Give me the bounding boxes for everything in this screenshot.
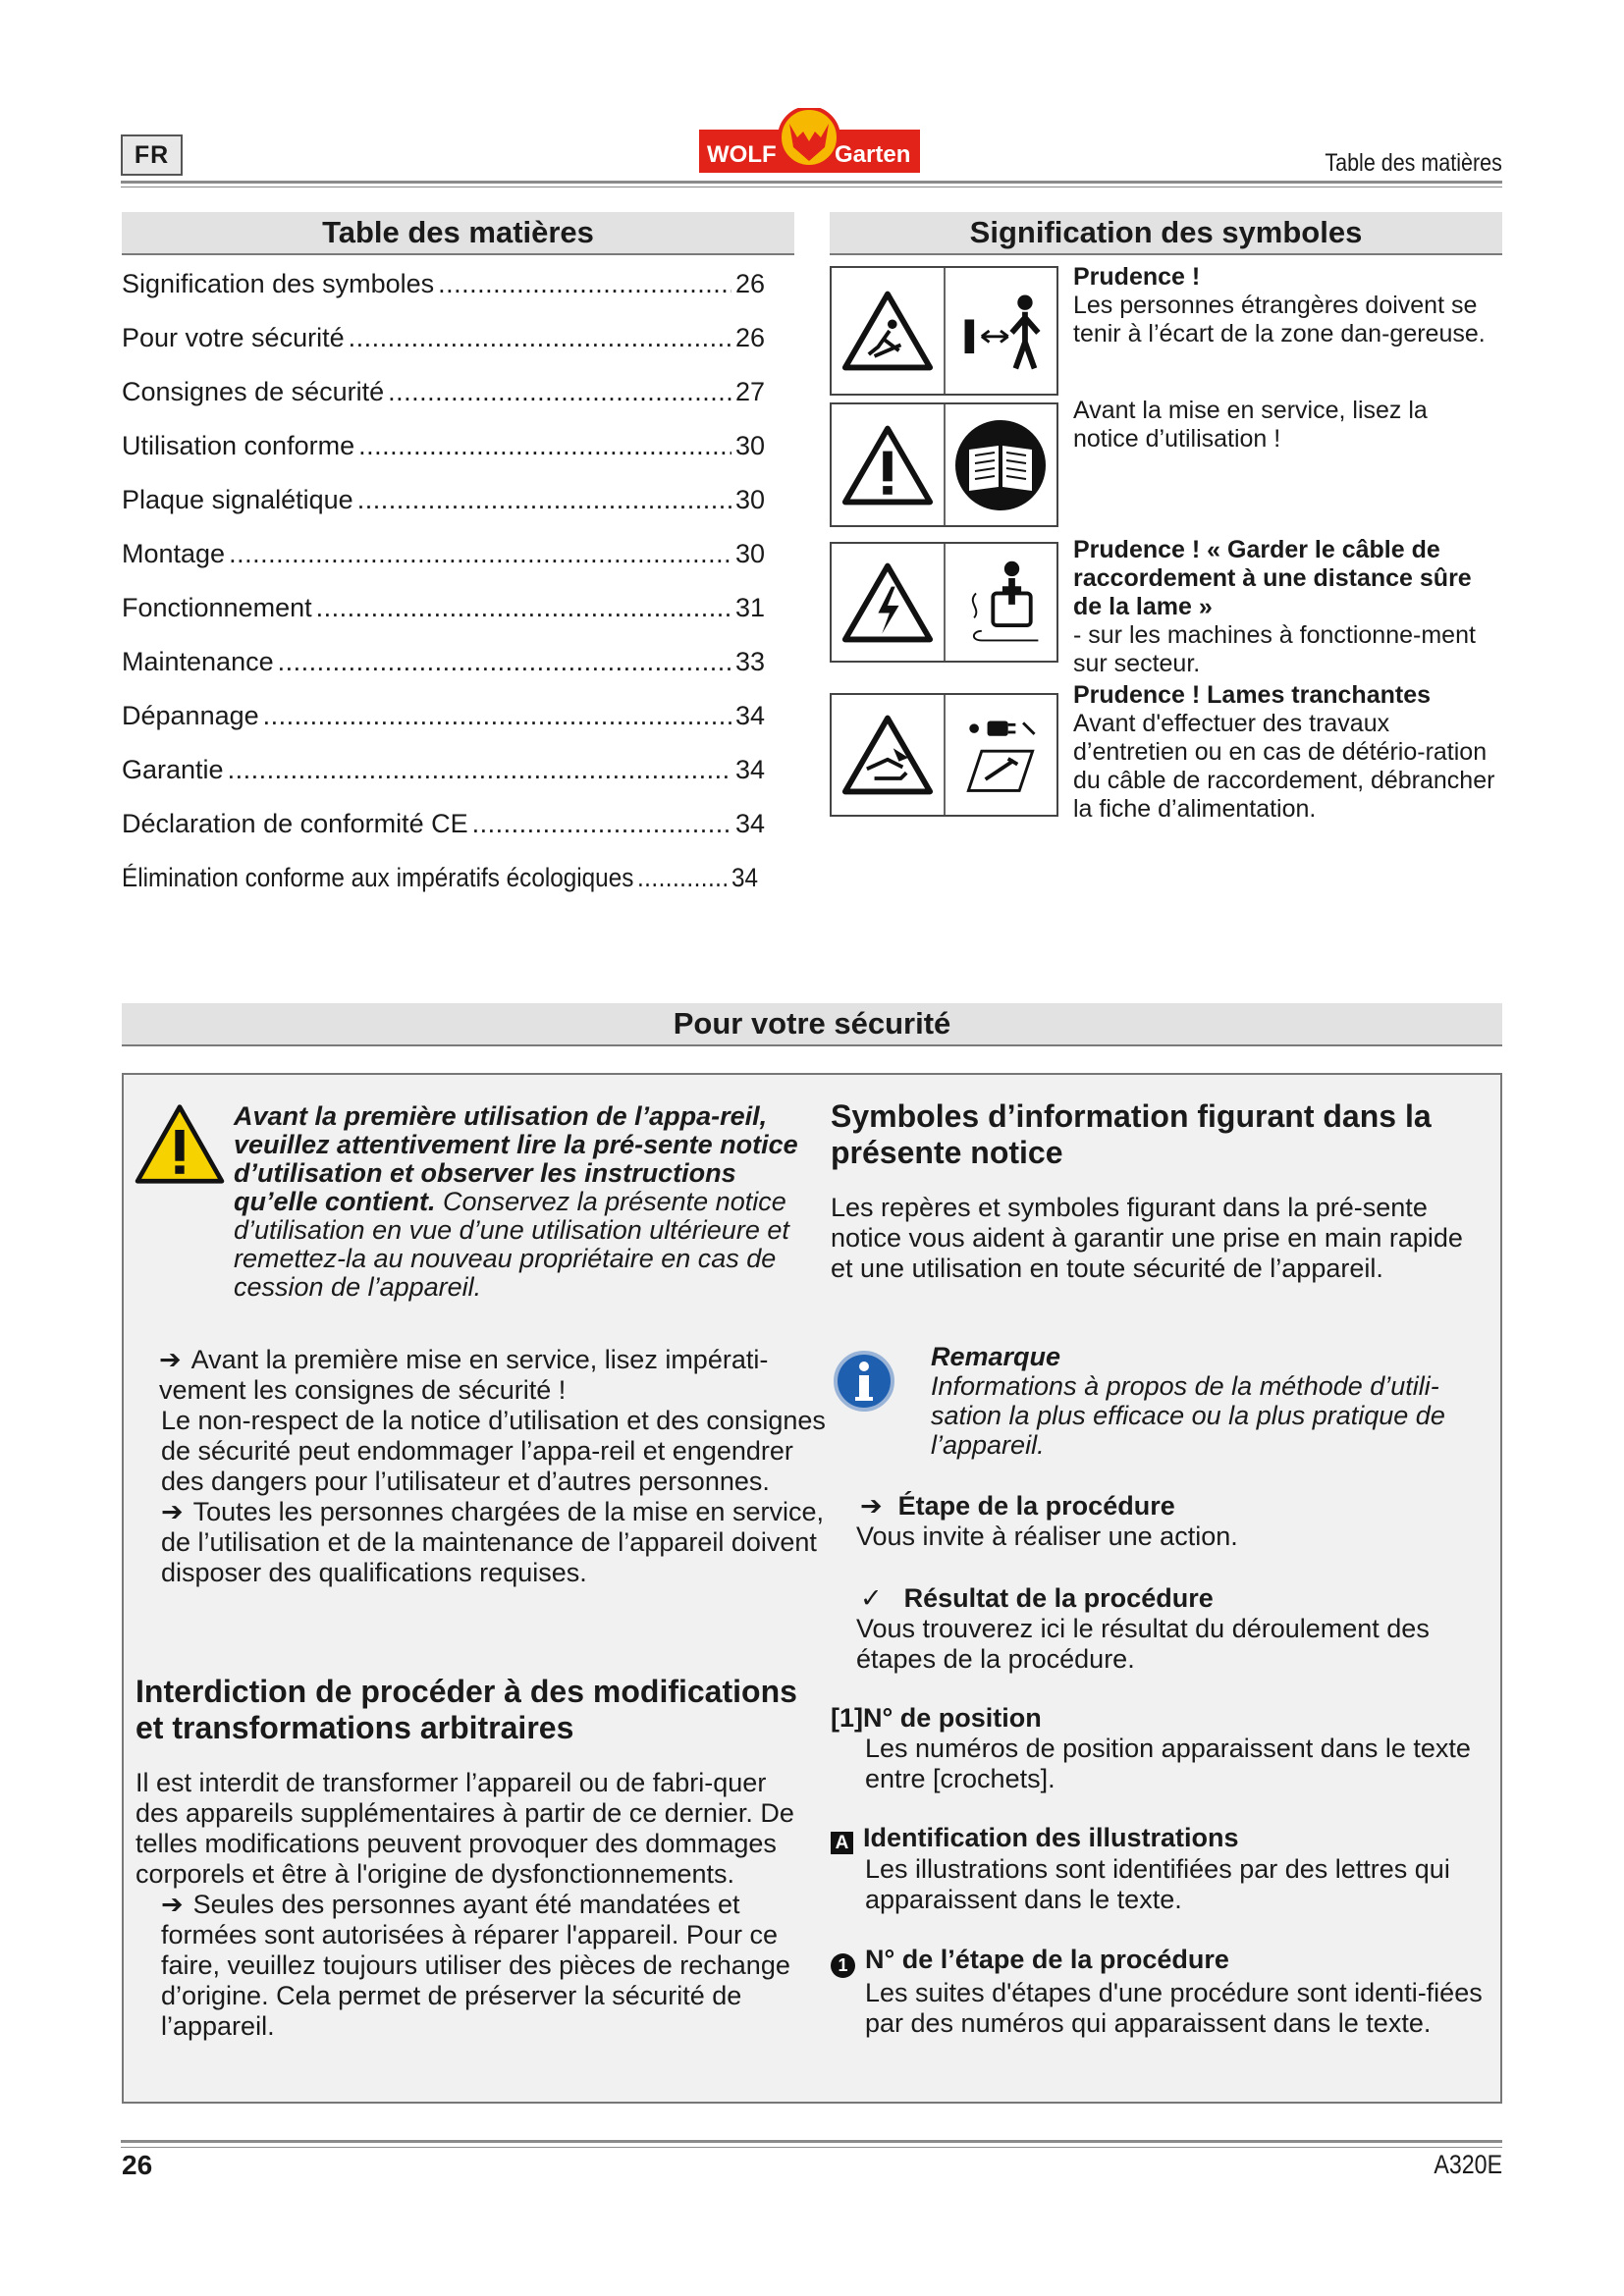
header-rule	[121, 181, 1502, 184]
toc-entry-label: Consignes de sécurité	[122, 377, 385, 406]
toc-entry-page: 26	[734, 323, 765, 352]
model-code: A320E	[1434, 2150, 1502, 2179]
symbol-read-manual	[830, 402, 1058, 527]
symbol-bystanders-text	[1073, 263, 1495, 348]
position-title: N° de position	[863, 1703, 1042, 1733]
toc-entry-label: Déclaration de conformité CE	[122, 809, 468, 838]
check-icon: ✓	[860, 1583, 883, 1613]
warning-triangle-icon	[134, 1102, 226, 1190]
step-number-block	[831, 1945, 1498, 2039]
toc-entry-leader	[263, 701, 731, 731]
bullet-1-text: Avant la première mise en service, lisez impérati-vement les consignes de sécurité !	[159, 1345, 769, 1405]
header-title: Table des matières	[1325, 149, 1502, 177]
toc-entry-page: 31	[734, 593, 765, 622]
table-of-contents	[122, 269, 765, 917]
toc-entry-label: Élimination conforme aux impératifs écologiques	[122, 863, 634, 892]
toc-entry-page: 27	[734, 377, 765, 406]
symbol-3-text: - sur les machines à fonctionne-ment sur secteur.	[1073, 621, 1476, 677]
toc-entry-label: Dépannage	[122, 701, 259, 730]
warning-exclamation-icon	[832, 404, 946, 525]
step-text: Vous invite à réaliser une action.	[856, 1522, 1238, 1551]
toc-entry-page: 30	[734, 485, 765, 514]
toc-entry-leader	[637, 863, 728, 893]
toc-entry-page: 34	[734, 701, 765, 730]
footer-rule-thin	[121, 2147, 1502, 2148]
warning-cut-icon	[832, 695, 946, 815]
toc-entry-page: 30	[734, 539, 765, 568]
wolf-garten-logo	[699, 108, 920, 177]
illustration-title: Identification des illustrations	[863, 1823, 1239, 1852]
toc-entry	[122, 863, 758, 917]
safety-box	[122, 1073, 1502, 2104]
remark-title: Remarque	[931, 1342, 1061, 1371]
symbol-blades-text	[1073, 681, 1495, 824]
arrow-icon: ➔	[860, 1491, 883, 1521]
toc-entry-leader	[438, 269, 731, 299]
toc-entry-page: 26	[734, 269, 765, 298]
toc-entry	[122, 431, 765, 485]
step-number-text: Les suites d'étapes d'une procédure sont identi-fiées par des numéros qui apparaissent dans le texte.	[865, 1978, 1483, 2038]
toc-entry-label: Utilisation conforme	[122, 431, 355, 460]
unplug-maintenance-icon	[946, 695, 1057, 815]
language-badge: FR	[121, 134, 183, 176]
step-number-title: N° de l’étape de la procédure	[865, 1945, 1229, 1974]
warning-italic: Conservez la présente notice d’utilisation en vue d’une utilisation ultérieure et remettez-la au nouveau propriétaire en cas de cession de l’appareil.	[234, 1187, 789, 1302]
toc-entry	[122, 809, 765, 863]
symbol-4-title: Prudence ! Lames tranchantes	[1073, 681, 1432, 709]
info-paragraph: Les repères et symboles figurant dans la pré-sente notice vous aident à garantir une prise en main rapide et une utilisation en toute sécurité de l’appareil.	[831, 1193, 1463, 1283]
warning-bold: Avant la première utilisation de l’appa-reil, veuillez attentivement lire la pré-sente notice d’utilisation et observer les instructions qu’elle contient.	[234, 1101, 798, 1216]
toc-entry-leader	[228, 755, 731, 785]
toc-entry-leader	[357, 485, 731, 515]
arrow-icon: ➔	[161, 1890, 184, 1919]
result-title: Résultat de la procédure	[903, 1583, 1214, 1613]
warning-electric-icon	[832, 544, 946, 661]
toc-entry-label: Fonctionnement	[122, 593, 312, 622]
toc-entry	[122, 755, 765, 809]
footer-rule	[121, 2140, 1502, 2143]
toc-entry-leader	[316, 593, 731, 623]
logo-text-garten: Garten	[835, 141, 911, 168]
paragraph-non-respect: Le non-respect de la notice d’utilisation et des consignes de sécurité peut endommager l’appa-reil et engendrer des dangers pour l’utilisateur et d’autres personnes.	[161, 1406, 826, 1496]
result-block	[856, 1583, 1494, 1675]
toc-entry-page: 30	[734, 431, 765, 460]
step-number-marker: 1	[831, 1953, 855, 1978]
position-marker: [1]	[831, 1703, 863, 1733]
step-block	[856, 1491, 1494, 1552]
toc-entry	[122, 323, 765, 377]
step-title: Étape de la procédure	[897, 1491, 1175, 1521]
toc-entry-label: Montage	[122, 539, 226, 568]
safety-heading: Pour votre sécurité	[122, 1003, 1502, 1046]
symbol-2-text: Avant la mise en service, lisez la notice d’utilisation !	[1073, 397, 1428, 453]
heading-info-symbols: Symboles d’information figurant dans la présente notice	[831, 1098, 1432, 1170]
symbol-1-text: Les personnes étrangères doivent se tenir à l’écart de la zone dan-gereuse.	[1073, 292, 1486, 347]
bullet-3-text: Seules des personnes ayant été mandatées et formées sont autorisées à réparer l'appareil. Pour ce faire, veuillez toujours utiliser des pièces de rechange d’origine. Cela permet de préserver la sécurité de l’appareil.	[161, 1890, 790, 2041]
toc-entry-page: 34	[734, 809, 765, 838]
heading-modifications: Interdiction de procéder à des modifications et transformations arbitraires	[135, 1674, 797, 1745]
toc-heading: Table des matières	[122, 212, 794, 255]
warning-falling-icon	[832, 268, 946, 394]
symbol-3-title: Prudence ! « Garder le câble de raccordement à une distance sûre de la lame »	[1073, 536, 1472, 620]
symbol-bystanders	[830, 266, 1058, 396]
read-manual-icon	[946, 404, 1057, 525]
toc-entry	[122, 593, 765, 647]
result-text: Vous trouverez ici le résultat du déroulement des étapes de la procédure.	[856, 1614, 1430, 1674]
toc-entry-page: 34	[734, 755, 765, 784]
toc-entry	[122, 485, 765, 539]
cable-blade-icon	[946, 544, 1057, 661]
toc-entry	[122, 377, 765, 431]
toc-entry-label: Plaque signalétique	[122, 485, 353, 514]
toc-entry-leader	[349, 323, 731, 353]
info-icon	[833, 1350, 895, 1417]
toc-entry-label: Signification des symboles	[122, 269, 435, 298]
position-block	[831, 1703, 1498, 1794]
safety-modif-body	[135, 1768, 813, 2042]
keep-distance-icon	[946, 268, 1057, 394]
illustration-block	[831, 1823, 1498, 1915]
safety-left-body	[161, 1345, 839, 1588]
bullet-2-text: Toutes les personnes chargées de la mise en service, de l’utilisation et de la maintenance de l’appareil doivent disposer des qualifications requises.	[161, 1497, 824, 1587]
toc-entry-page: 34	[731, 863, 758, 892]
remark-text: Informations à propos de la méthode d’utili-sation la plus efficace ou la plus pratique de l’appareil.	[931, 1371, 1445, 1460]
toc-entry-page: 33	[734, 647, 765, 676]
paragraph-modifications: Il est interdit de transformer l’appareil ou de fabri-quer des appareils supplémentaires à partir de ce dernier. De telles modifications peuvent provoquer des dommages corporels et être à l'origine de dysfonctionnements.	[135, 1768, 794, 1889]
logo-text-wolf: WOLF	[707, 141, 777, 168]
toc-entry-leader	[472, 809, 731, 839]
toc-entry-leader	[358, 431, 731, 461]
symbols-heading: Signification des symboles	[830, 212, 1502, 255]
toc-entry	[122, 647, 765, 701]
page-number: 26	[122, 2150, 153, 2180]
toc-entry	[122, 701, 765, 755]
warning-block	[234, 1102, 798, 1302]
toc-entry-leader	[278, 647, 731, 677]
toc-entry	[122, 269, 765, 323]
symbol-cable-text	[1073, 536, 1495, 678]
position-text: Les numéros de position apparaissent dans le texte entre [crochets].	[865, 1734, 1471, 1793]
symbol-cable-distance	[830, 542, 1058, 663]
arrow-icon: ➔	[159, 1345, 182, 1374]
symbol-1-title: Prudence !	[1073, 263, 1201, 291]
toc-entry-label: Garantie	[122, 755, 224, 784]
illustration-marker: A	[831, 1832, 853, 1854]
bullet-read-safety	[159, 1345, 839, 1406]
toc-entry-label: Maintenance	[122, 647, 274, 676]
remark-block	[931, 1342, 1490, 1460]
illustration-text: Les illustrations sont identifiées par des lettres qui apparaissent dans le texte.	[865, 1854, 1450, 1914]
symbol-sharp-blades	[830, 693, 1058, 817]
toc-entry-leader	[388, 377, 731, 407]
arrow-icon: ➔	[161, 1497, 184, 1526]
bullet-qualifications	[161, 1497, 839, 1588]
symbol-4-text: Avant d'effectuer des travaux d’entretien ou en cas de détério-ration du câble de raccordement, débrancher la fiche d’alimentation.	[1073, 710, 1495, 823]
toc-entry	[122, 539, 765, 593]
toc-entry-leader	[229, 539, 731, 569]
bullet-repairs	[161, 1890, 813, 2042]
toc-entry-label: Pour votre sécurité	[122, 323, 345, 352]
